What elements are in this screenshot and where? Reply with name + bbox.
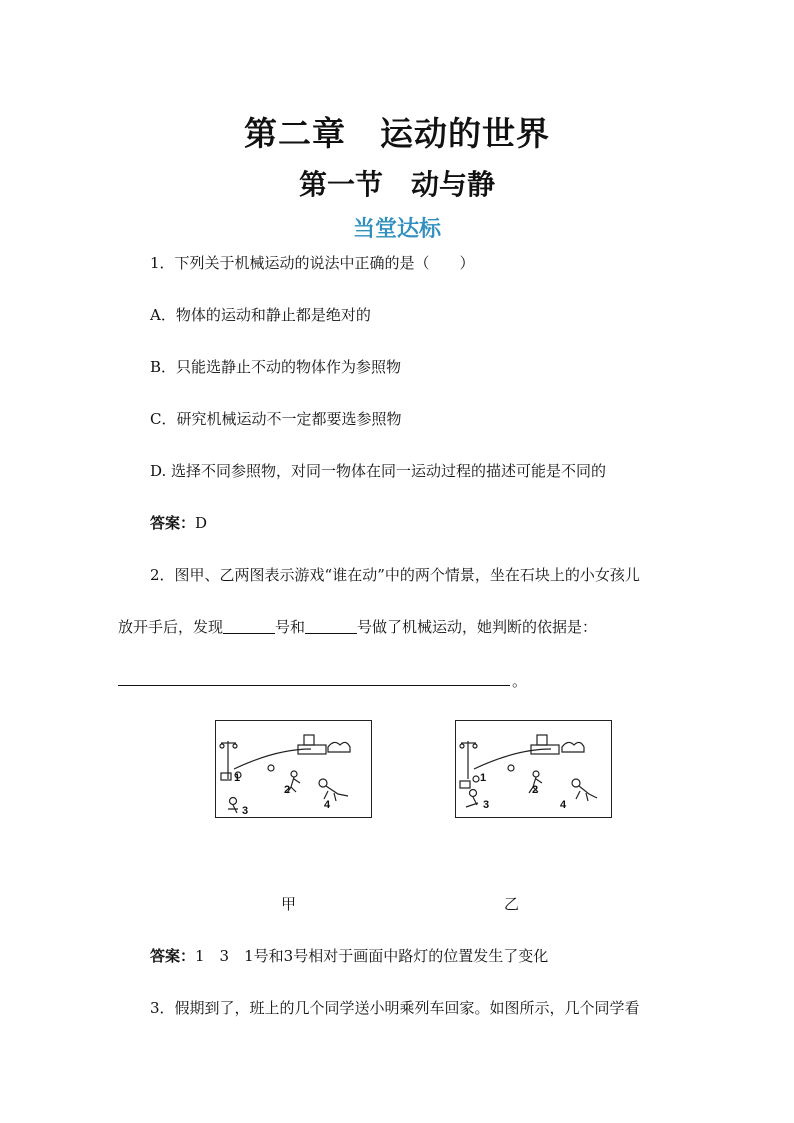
q2-line-2 bbox=[118, 616, 597, 637]
figure-jia bbox=[215, 720, 372, 818]
q1-answer bbox=[150, 512, 207, 533]
answer-value: D bbox=[195, 514, 208, 532]
q1-option-d: D. 选择不同参照物，对同一物体在同一运动过程的描述可能是不同的 bbox=[150, 462, 607, 480]
answer-label: 答案： bbox=[150, 514, 196, 532]
q1-stem: 1．下列关于机械运动的说法中正确的是（ ） bbox=[150, 254, 475, 272]
fig-yi-label-1: 1 bbox=[480, 772, 487, 784]
fig-jia-label-4: 4 bbox=[324, 799, 331, 811]
answer-blank-2[interactable] bbox=[305, 619, 357, 634]
answer-value: 1 3 1号和3号相对于画面中路灯的位置发生了变化 bbox=[195, 947, 549, 965]
figure-yi-drawing bbox=[456, 721, 611, 817]
q2-line-3-end: 。 bbox=[512, 672, 528, 690]
caption-yi: 乙 bbox=[504, 895, 520, 913]
answer-blank-3[interactable] bbox=[118, 685, 510, 686]
q2-text-b: 号和 bbox=[275, 618, 306, 636]
q1-option-b: B．只能选静止不动的物体作为参照物 bbox=[150, 358, 402, 376]
caption-jia: 甲 bbox=[281, 895, 297, 913]
figure-yi bbox=[455, 720, 612, 818]
answer-label: 答案： bbox=[150, 947, 196, 965]
answer-blank-1[interactable] bbox=[223, 619, 275, 634]
q2-text-a: 放开手后，发现 bbox=[118, 618, 224, 636]
fig-jia-label-3: 3 bbox=[242, 805, 249, 817]
q2-answer bbox=[150, 945, 548, 966]
figure-jia-drawing bbox=[216, 721, 371, 817]
fig-jia-label-2: 2 bbox=[284, 784, 291, 796]
chapter-title: 第二章 运动的世界 bbox=[244, 114, 550, 153]
q2-line-1: 2．图甲、乙两图表示游戏“谁在动”中的两个情景，坐在石块上的小女孩儿 bbox=[150, 566, 640, 584]
fig-jia-label-1: 1 bbox=[234, 772, 241, 784]
q1-option-c: C．研究机械运动不一定都要选参照物 bbox=[150, 410, 402, 428]
q2-text-c: 号做了机械运动，她判断的依据是： bbox=[357, 618, 598, 636]
fig-yi-label-3: 3 bbox=[483, 799, 490, 811]
subheading: 当堂达标 bbox=[352, 217, 441, 242]
fig-yi-label-4: 4 bbox=[560, 799, 567, 811]
q3-line-1: 3．假期到了，班上的几个同学送小明乘列车回家。如图所示，几个同学看 bbox=[150, 999, 640, 1017]
q1-option-a: A．物体的运动和静止都是绝对的 bbox=[150, 306, 371, 324]
fig-yi-label-2: 2 bbox=[532, 784, 539, 796]
section-title: 第一节 动与静 bbox=[298, 168, 495, 201]
